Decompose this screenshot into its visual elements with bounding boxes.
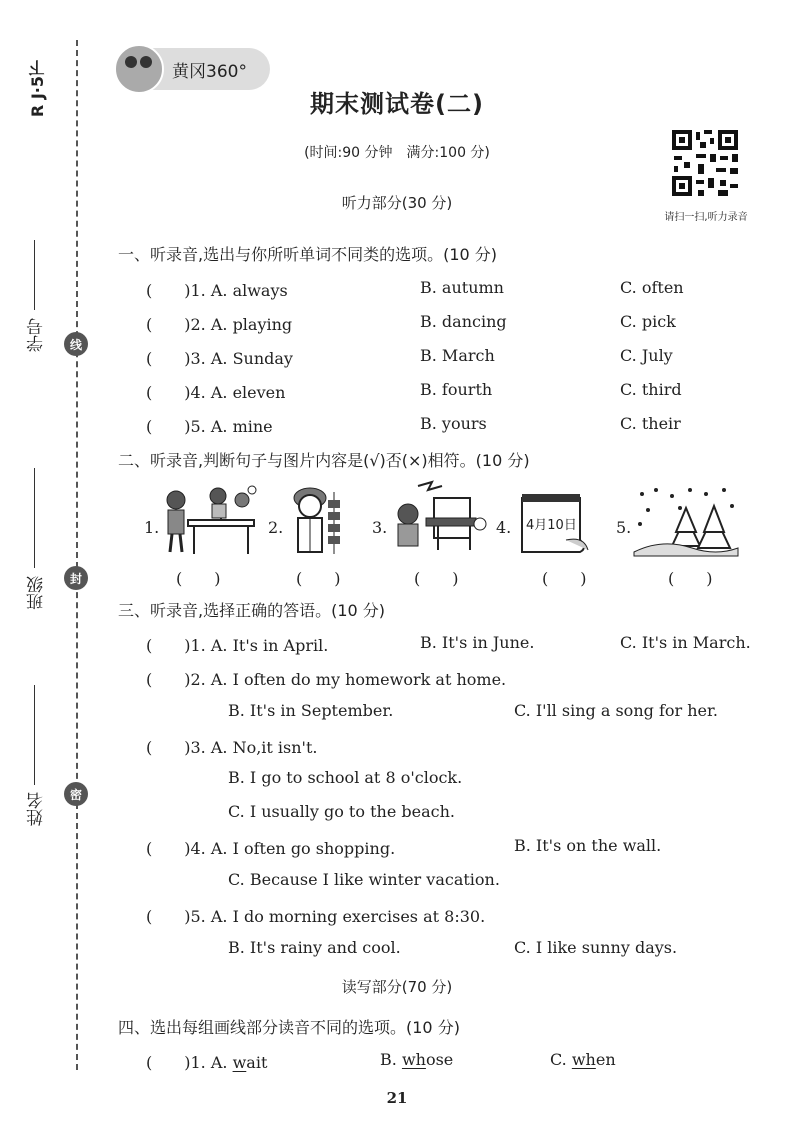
s4-q1-c-prefix: C.	[550, 1050, 572, 1069]
s3-q2-b: B. It's in September.	[228, 701, 394, 720]
pic3-number: 3.	[372, 518, 388, 537]
qr-caption: 请扫一扫,听力录音	[664, 212, 748, 223]
s1-q5-c: C. their	[620, 414, 681, 433]
s4-q1-a-underlined: w	[232, 1053, 247, 1072]
seal-secret-mark: 密	[64, 782, 88, 806]
page-title: 期末测试卷(二)	[310, 90, 484, 118]
s1-q2-a: ( )2. A. playing	[146, 315, 293, 334]
seal-line-mark: 线	[64, 332, 88, 356]
class-label: 班级	[27, 576, 47, 610]
section3-title: 三、听录音,选择正确的答语。(10 分)	[118, 601, 386, 620]
edition-label: R J·5下	[28, 60, 47, 118]
s3-q3-b: B. I go to school at 8 o'clock.	[228, 768, 463, 787]
calendar-date: 4月10日	[526, 518, 577, 533]
s1-q1-b: B. autumn	[420, 278, 504, 297]
s1-q5-a: ( )5. A. mine	[146, 417, 273, 436]
table-tennis-picture	[158, 482, 258, 558]
s4-q1-b-underlined: wh	[401, 1050, 426, 1069]
section2-title: 二、听录音,判断句子与图片内容是(√)否(×)相符。(10 分)	[118, 451, 530, 470]
student-id-line	[34, 240, 35, 310]
s1-q1-a: ( )1. A. always	[146, 281, 288, 300]
s3-q5-a: ( )5. A. I do morning exercises at 8:30.	[146, 907, 486, 926]
s1-q4-b: B. fourth	[420, 380, 493, 399]
girl-with-lantern-picture	[286, 482, 356, 558]
pic2-bracket[interactable]: ( )	[296, 569, 341, 588]
s4-q1-b-rest: ose	[425, 1050, 454, 1069]
page-number: 21	[386, 1089, 408, 1107]
s4-q1-b	[380, 1050, 453, 1069]
pic3-bracket[interactable]: ( )	[414, 569, 459, 588]
s3-q3-c: C. I usually go to the beach.	[228, 802, 455, 821]
exam-info: (时间:90 分钟 满分:100 分)	[304, 145, 490, 161]
pic1-number: 1.	[144, 518, 160, 537]
pic5-number: 5.	[616, 518, 632, 537]
s3-q4-c: C. Because I like winter vacation.	[228, 870, 500, 889]
s4-q1-a	[146, 1050, 267, 1073]
class-line	[34, 468, 35, 568]
seal-seal-mark: 封	[64, 566, 88, 590]
pic5-bracket[interactable]: ( )	[668, 569, 713, 588]
s1-q4-c: C. third	[620, 380, 682, 399]
s1-q4-a: ( )4. A. eleven	[146, 383, 286, 402]
s1-q3-c: C. July	[620, 346, 673, 365]
student-id-label: 学号	[27, 318, 47, 352]
snowy-trees-picture	[632, 486, 740, 558]
name-label: 姓名	[27, 792, 47, 826]
s3-q5-b: B. It's rainy and cool.	[228, 938, 401, 957]
s1-q1-c: C. often	[620, 278, 684, 297]
s1-q2-c: C. pick	[620, 312, 676, 331]
pic4-bracket[interactable]: ( )	[542, 569, 587, 588]
s1-q2-b: B. dancing	[420, 312, 507, 331]
s4-q1-b-prefix: B.	[380, 1050, 402, 1069]
section1-title: 一、听录音,选出与你所听单词不同类的选项。(10 分)	[118, 245, 498, 264]
qr-code-icon[interactable]	[670, 128, 740, 198]
s4-q1-a-rest: ait	[246, 1053, 268, 1072]
s4-q1-c-rest: en	[595, 1050, 616, 1069]
pic4-number: 4.	[496, 518, 512, 537]
pic2-number: 2.	[268, 518, 284, 537]
s3-q3-a: ( )3. A. No,it isn't.	[146, 738, 318, 757]
listening-part-heading: 听力部分(30 分)	[341, 194, 453, 212]
s4-q1-a-prefix: ( )1. A.	[146, 1053, 233, 1072]
brand-name: 黄冈360°	[172, 61, 247, 82]
name-line	[34, 685, 35, 785]
s3-q5-c: C. I like sunny days.	[514, 938, 678, 957]
s4-q1-c	[550, 1050, 616, 1069]
s3-q4-a: ( )4. A. I often go shopping.	[146, 839, 396, 858]
s3-q4-b: B. It's on the wall.	[514, 836, 662, 855]
s1-q3-a: ( )3. A. Sunday	[146, 349, 293, 368]
s3-q1-c: C. It's in March.	[620, 633, 751, 652]
s4-q1-c-underlined: wh	[571, 1050, 596, 1069]
pic1-bracket[interactable]: ( )	[176, 569, 221, 588]
s3-q1-b: B. It's in June.	[420, 633, 535, 652]
s3-q1-a: ( )1. A. It's in April.	[146, 636, 329, 655]
s3-q2-a: ( )2. A. I often do my homework at home.	[146, 670, 507, 689]
s1-q5-b: B. yours	[420, 414, 487, 433]
read-write-part-heading: 读写部分(70 分)	[341, 978, 453, 996]
s1-q3-b: B. March	[420, 346, 495, 365]
piano-player-picture	[388, 478, 488, 558]
section4-title: 四、选出每组画线部分读音不同的选项。(10 分)	[118, 1018, 460, 1037]
s3-q2-c: C. I'll sing a song for her.	[514, 701, 718, 720]
